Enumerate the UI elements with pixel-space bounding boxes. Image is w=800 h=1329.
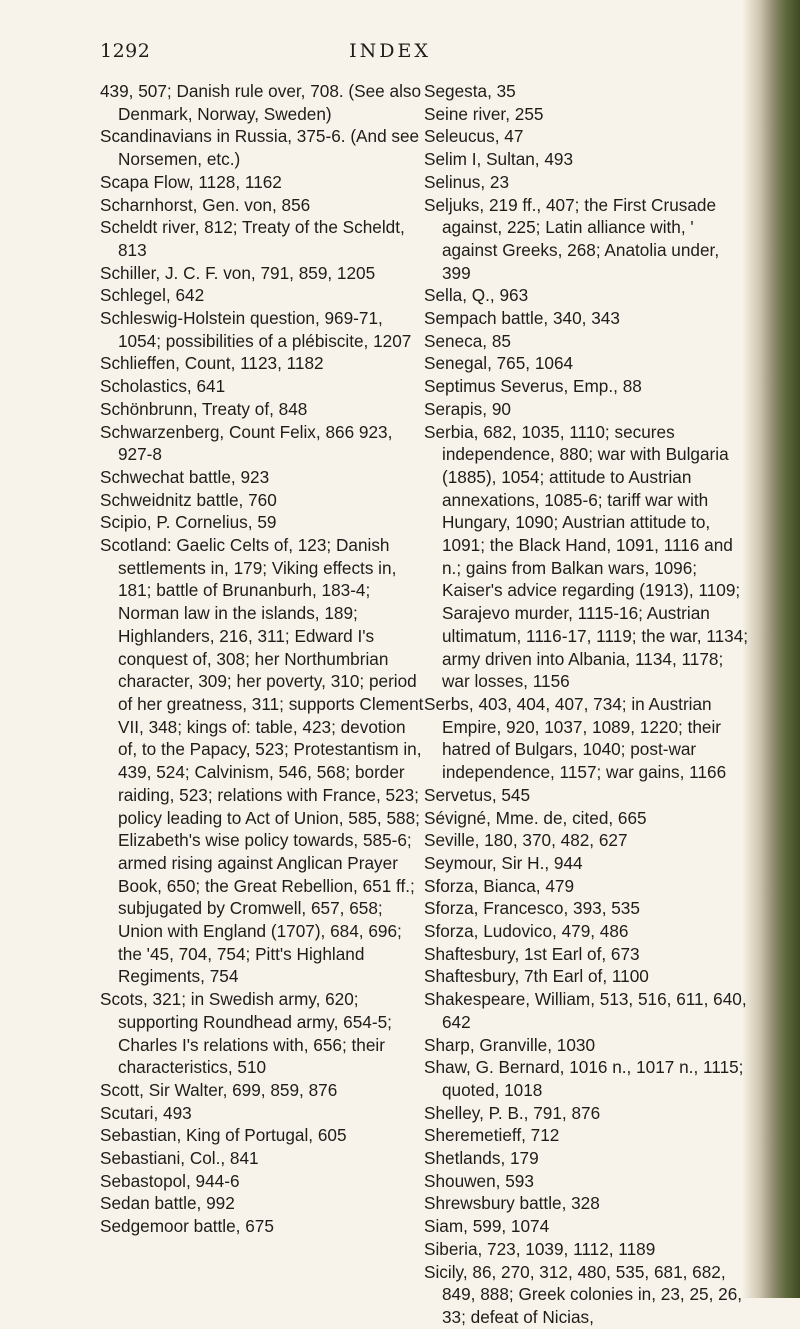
index-entry: Schleswig-Holstein question, 969-71, 1054; possibilities of a plébiscite, 1207	[100, 308, 412, 351]
page-header	[100, 40, 680, 70]
index-entry: Shaftesbury, 7th Earl of, 1100	[424, 966, 649, 987]
index-entry: Sicily, 86, 270, 312, 480, 535, 681, 682, 849, 888; Greek colonies in, 23, 25, 26, 33; defeat of Nicias,	[424, 1261, 743, 1327]
index-entry: Sévigné, Mme. de, cited, 665	[424, 807, 647, 828]
index-entry: Sebastian, King of Portugal, 605	[100, 1125, 347, 1146]
index-entry: Seneca, 85	[424, 330, 511, 351]
index-entry: Sforza, Bianca, 479	[424, 875, 575, 896]
index-entry: Seine river, 255	[424, 103, 544, 124]
index-entry: Scharnhorst, Gen. von, 856	[100, 194, 311, 215]
index-entry: Sedgemoor battle, 675	[100, 1216, 274, 1237]
index-entry: Shaw, G. Bernard, 1016 n., 1017 n., 1115; quoted, 1018	[424, 1057, 744, 1100]
page-number: 1292	[100, 40, 151, 62]
index-entry: Scotland: Gaelic Celts of, 123; Danish settlements in, 179; Viking effects in, 181; battle of Brunanburh, 183-4; Norman law in the islands, 189; Highlanders, 216, 311; Edward I's conquest of, 308; her Northumbrian character, 309; her poverty, 310; period of her greatness, 311; supports Clement VII, 348; kings of: table, 423; devotion of, to the Papacy, 523; Protestantism in, 439, 524; Calvinism, 546, 568; border raiding, 523; relations with France, 523; policy leading to Act of Union, 585, 588; Elizabeth's wise policy towards, 585-6; armed rising against Anglican Prayer Book, 650; the Great Rebellion, 651 ff.; subjugated by Cromwell, 657, 658; Union with England (1707), 684, 696; the '45, 704, 754; Pitt's Highland Regiments, 754	[100, 535, 424, 987]
index-entry: Serbs, 403, 404, 407, 734; in Austrian Empire, 920, 1037, 1089, 1220; their hatred of Bulgars, 1040; post-war independence, 1157; war gains, 1166	[424, 693, 727, 783]
index-entry: Scott, Sir Walter, 699, 859, 876	[100, 1079, 338, 1100]
index-entry: Scapa Flow, 1128, 1162	[100, 171, 282, 192]
index-entry: Seljuks, 219 ff., 407; the First Crusade against, 225; Latin alliance with, ' against Greeks, 268; Anatolia under, 399	[424, 194, 720, 283]
index-entry: Siam, 599, 1074	[424, 1216, 550, 1237]
index-entry: Senegal, 765, 1064	[424, 353, 574, 374]
index-entry: Shakespeare, William, 513, 516, 611, 640, 642	[424, 989, 747, 1032]
index-entry: Schweidnitz battle, 760	[100, 489, 277, 510]
index-entry: Sharp, Granville, 1030	[424, 1034, 596, 1055]
index-entry: Schiller, J. C. F. von, 791, 859, 1205	[100, 262, 376, 283]
index-entry: Sedan battle, 992	[100, 1193, 235, 1214]
index-entry: Schwechat battle, 923	[100, 466, 270, 487]
index-entry: Scutari, 493	[100, 1102, 192, 1123]
index-entry: Schönbrunn, Treaty of, 848	[100, 398, 308, 419]
index-entry: Scheldt river, 812; Treaty of the Scheldt, 813	[100, 217, 405, 260]
index-entry: Septimus Severus, Emp., 88	[424, 376, 642, 397]
index-entry: Serbia, 682, 1035, 1110; secures independence, 880; war with Bulgaria (1885), 1054; attitude to Austrian annexations, 1085-6; tariff war with Hungary, 1090; Austrian attitude to, 1091; the Black Hand, 1091, 1116 and n.; gains from Balkan wars, 1096; Kaiser's advice regarding (1913), 1109; Sarajevo murder, 1115-16; Austrian ultimatum, 1116-17, 1119; the war, 1134; army driven into Albania, 1134, 1178; war losses, 1156	[424, 421, 749, 692]
index-entry: Shetlands, 179	[424, 1148, 539, 1169]
index-entry: Sempach battle, 340, 343	[424, 308, 620, 329]
index-entry: Schlieffen, Count, 1123, 1182	[100, 353, 324, 374]
index-entry: Sebastiani, Col., 841	[100, 1148, 259, 1169]
index-entry: 439, 507; Danish rule over, 708. (See also Denmark, Norway, Sweden)	[100, 81, 422, 124]
index-entry: Sebastopol, 944-6	[100, 1170, 240, 1191]
index-entry: Selim I, Sultan, 493	[424, 149, 574, 170]
index-entry: Siberia, 723, 1039, 1112, 1189	[424, 1238, 656, 1259]
index-entry: Schwarzenberg, Count Felix, 866 923, 927-8	[100, 421, 393, 465]
index-entry: Sforza, Ludovico, 479, 486	[424, 921, 629, 942]
index-entry: Sheremetieff, 712	[424, 1125, 560, 1146]
index-entry: Servetus, 545	[424, 784, 531, 805]
index-entry: Scandinavians in Russia, 375-6. (And see Norsemen, etc.)	[100, 126, 420, 170]
index-entry: Seymour, Sir H., 944	[424, 852, 583, 873]
index-entry: Seleucus, 47	[424, 126, 524, 147]
index-entry: Shouwen, 593	[424, 1170, 534, 1191]
running-title: INDEX	[349, 40, 431, 62]
index-entry: Shaftesbury, 1st Earl of, 673	[424, 943, 640, 964]
index-entry: Scots, 321; in Swedish army, 620; supporting Roundhead army, 654-5; Charles I's relations with, 656; their characteristics, 510	[100, 989, 392, 1078]
index-entry: Shrewsbury battle, 328	[424, 1193, 600, 1214]
index-entry: Seville, 180, 370, 482, 627	[424, 830, 628, 851]
index-entry: Serapis, 90	[424, 398, 511, 419]
index-entry: Scholastics, 641	[100, 376, 226, 397]
index-entry: Segesta, 35	[424, 81, 516, 101]
index-entry: Shelley, P. B., 791, 876	[424, 1102, 601, 1123]
index-column-left	[100, 80, 428, 1238]
index-entry: Sella, Q., 963	[424, 285, 529, 306]
index-entry: Scipio, P. Cornelius, 59	[100, 512, 277, 533]
index-entry: Sforza, Francesco, 393, 535	[424, 898, 640, 919]
index-entry: Schlegel, 642	[100, 285, 205, 306]
index-entry: Selinus, 23	[424, 171, 510, 192]
index-column-right	[424, 80, 752, 1329]
